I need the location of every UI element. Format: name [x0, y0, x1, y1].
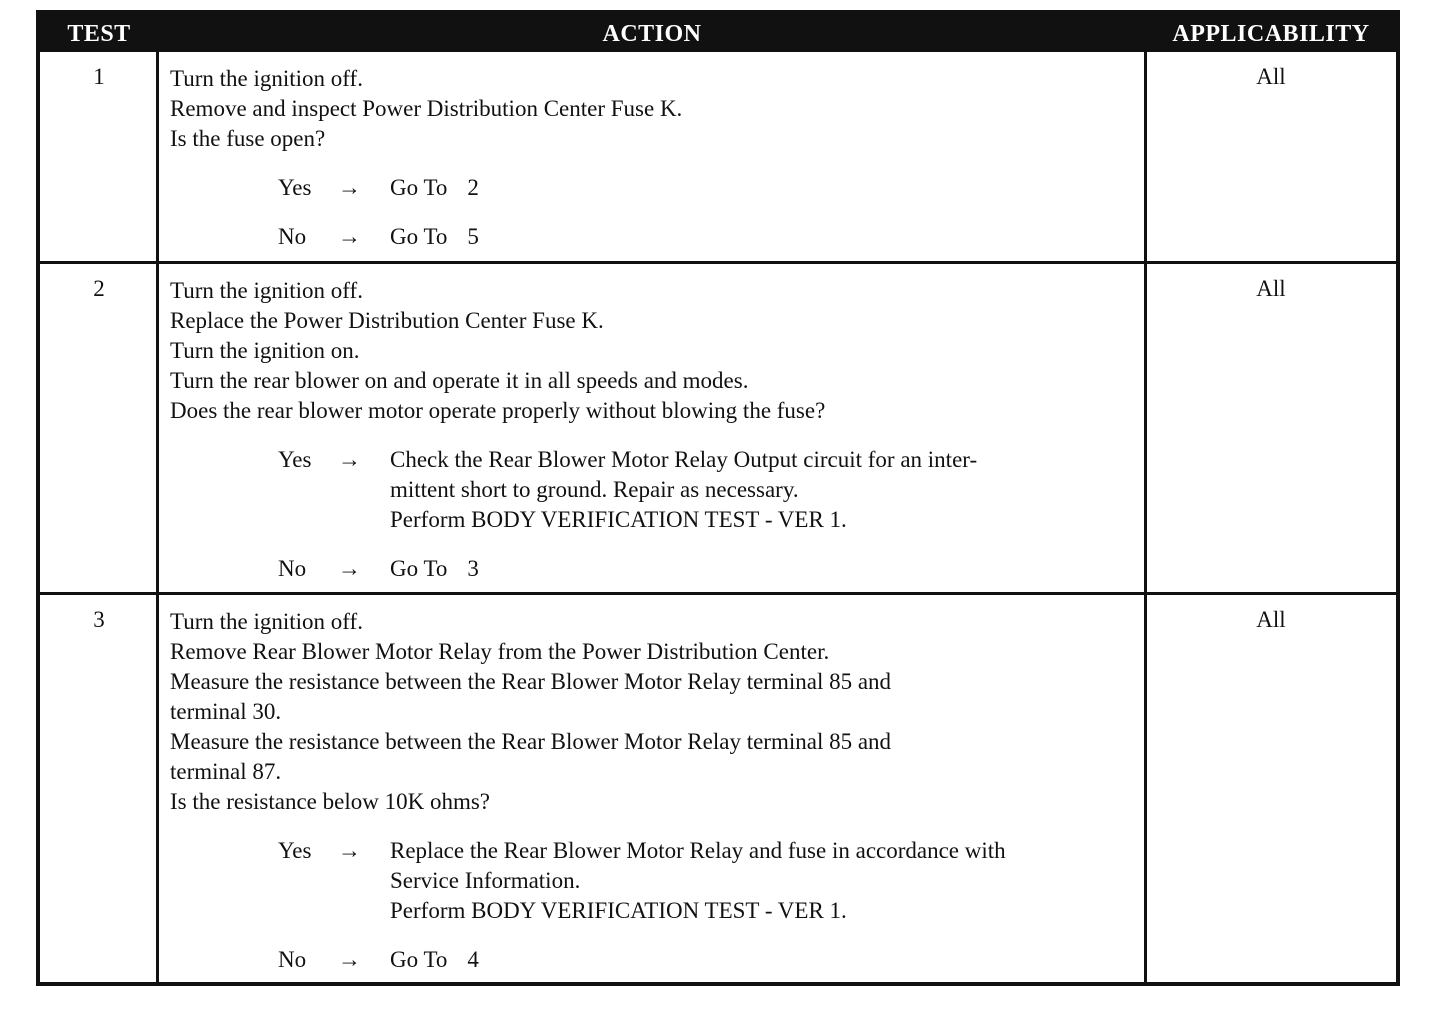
goto-test-link[interactable]: 5 [467, 224, 479, 249]
goto-test-link[interactable]: 4 [467, 947, 479, 972]
yes-label: Yes [278, 447, 312, 472]
action-step: Is the resistance below 10K ohms? [170, 789, 491, 814]
action-step: Measure the resistance between the Rear Blower Motor Relay terminal 85 and [170, 669, 892, 694]
goto-result [390, 945, 1140, 975]
action-step: Turn the ignition off. [170, 66, 363, 91]
goto-label: Go To [390, 175, 448, 200]
goto-result [390, 554, 1140, 584]
goto-test-link[interactable]: 2 [467, 175, 479, 200]
action-step: Remove and inspect Power Distribution Center Fuse K. [170, 96, 683, 121]
yes-branch [170, 836, 1140, 926]
action-cell [170, 64, 1140, 252]
result-line: Replace the Rear Blower Motor Relay and fuse in accordance with [390, 838, 1006, 863]
no-branch [170, 222, 1140, 252]
applicability-cell: All [1256, 276, 1286, 301]
action-cell [170, 607, 1140, 975]
no-label: No [278, 947, 307, 972]
yes-result [390, 836, 1140, 926]
action-cell [170, 276, 1140, 584]
arrow-icon: → [338, 556, 361, 581]
arrow-icon: → [338, 175, 361, 200]
action-step: Turn the ignition on. [170, 338, 360, 363]
action-step: Turn the rear blower on and operate it in all speeds and modes. [170, 368, 749, 393]
goto-label: Go To [390, 224, 448, 249]
table-row-test-1 [40, 52, 1396, 261]
action-step: terminal 30. [170, 699, 282, 724]
arrow-icon: → [338, 224, 361, 249]
goto-label: Go To [390, 947, 448, 972]
goto-result [390, 222, 1140, 252]
result-line: Perform BODY VERIFICATION TEST - VER 1. [390, 507, 847, 532]
action-step: Turn the ignition off. [170, 609, 363, 634]
action-step: Does the rear blower motor operate properly without blowing the fuse? [170, 398, 826, 423]
header-applicability: APPLICABILITY [1172, 21, 1370, 47]
action-step: terminal 87. [170, 759, 282, 784]
header-test: TEST [67, 21, 131, 47]
arrow-icon: → [338, 447, 361, 472]
test-number: 3 [93, 607, 105, 632]
result-line: Service Information. [390, 868, 581, 893]
yes-branch [170, 445, 1140, 535]
applicability-cell: All [1256, 64, 1286, 89]
no-branch [170, 945, 1140, 975]
table-row-test-2 [40, 264, 1396, 592]
yes-branch [170, 173, 1140, 203]
action-step: Turn the ignition off. [170, 278, 363, 303]
table-row-test-3 [40, 595, 1396, 982]
test-number: 1 [93, 64, 105, 89]
no-branch [170, 554, 1140, 584]
no-label: No [278, 556, 307, 581]
yes-result [390, 445, 1140, 535]
action-step: Replace the Power Distribution Center Fuse K. [170, 308, 604, 333]
yes-label: Yes [278, 175, 312, 200]
goto-test-link[interactable]: 3 [467, 556, 479, 581]
goto-label: Go To [390, 556, 448, 581]
applicability-cell: All [1256, 607, 1286, 632]
arrow-icon: → [338, 947, 361, 972]
action-step: Is the fuse open? [170, 126, 326, 151]
arrow-icon: → [338, 838, 361, 863]
table-header [40, 14, 1396, 52]
action-step: Measure the resistance between the Rear Blower Motor Relay terminal 85 and [170, 729, 892, 754]
diagnostic-table [36, 10, 1400, 986]
result-line: mittent short to ground. Repair as necessary. [390, 477, 799, 502]
goto-result [390, 173, 1140, 203]
action-step: Remove Rear Blower Motor Relay from the Power Distribution Center. [170, 639, 830, 664]
result-line: Check the Rear Blower Motor Relay Output circuit for an inter- [390, 447, 978, 472]
result-line: Perform BODY VERIFICATION TEST - VER 1. [390, 898, 847, 923]
test-number: 2 [93, 276, 105, 301]
no-label: No [278, 224, 307, 249]
yes-label: Yes [278, 838, 312, 863]
header-action: ACTION [602, 21, 702, 47]
